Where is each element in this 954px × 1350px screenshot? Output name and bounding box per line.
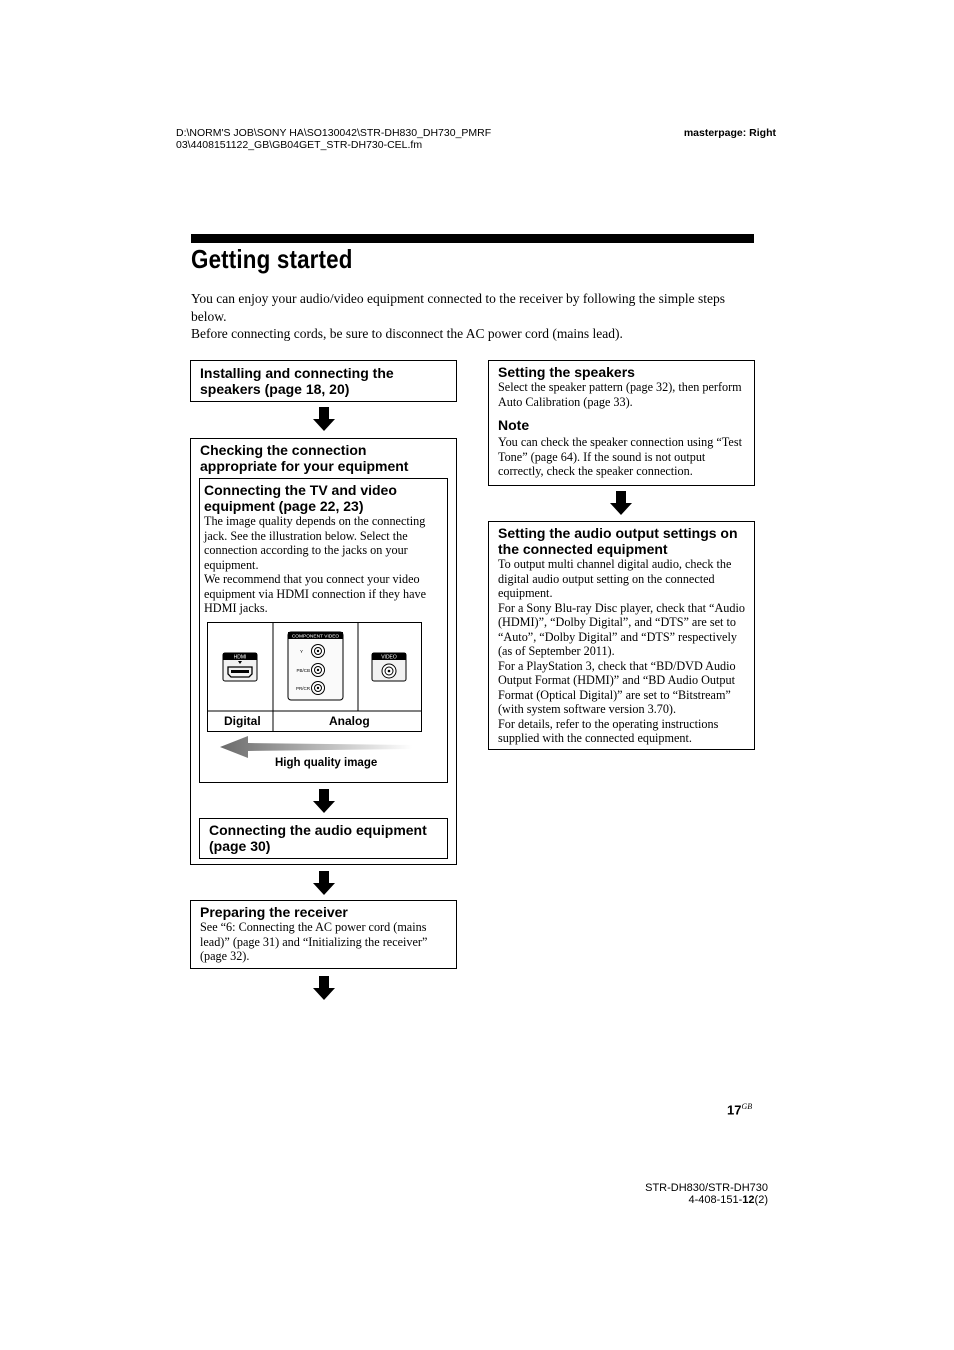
step-connect-audio — [199, 818, 448, 859]
model-info — [600, 1182, 768, 1206]
intro-text — [191, 290, 757, 343]
note-body: You can check the speaker connection using “Test Tone” (page 64). If the sound is not output correctly, check the speaker connection. — [498, 435, 742, 478]
step-prepare-receiver — [190, 900, 457, 969]
step-output-paragraph-4: For details, refer to the operating instructions supplied with the connected equipment. — [498, 716, 719, 745]
model-code-prefix: 4-408-151- — [688, 1194, 743, 1206]
model-code-bold: 12 — [742, 1194, 755, 1206]
step-output-paragraph-3: For a PlayStation 3, check that “BD/DVD Audio Output Format (HDMI)” and “BD Audio Output Format (Optical Digital)” are set to “Bitstream” (with system software version 3.70). — [498, 658, 736, 716]
step-speakers-title: Setting the speakers — [498, 364, 635, 380]
pr-label: PR/CR — [295, 686, 310, 691]
page-title: Getting started — [191, 244, 353, 274]
step-check-title: Checking the connection appropriate for your equipment — [200, 442, 409, 474]
down-arrow-icon — [313, 976, 335, 1000]
down-arrow-icon — [313, 871, 335, 895]
step-setting-speakers — [488, 360, 755, 486]
file-path-line-2: 03\4408151122_GB\GB04GET_STR-DH730-CEL.fm — [176, 139, 423, 151]
intro-paragraph-2: Before connecting cords, be sure to disconnect the AC power cord (mains lead). — [191, 326, 623, 341]
file-path-line-1: D:\NORM'S JOB\SONY HA\SO130042\STR-DH830_DH730_PMRF — [176, 127, 492, 139]
step-speakers-body: Select the speaker pattern (page 32), then perform Auto Calibration (page 33). — [498, 380, 742, 409]
high-quality-label: High quality image — [275, 757, 378, 769]
file-path-header — [176, 127, 491, 151]
analog-label: Analog — [329, 714, 370, 728]
hdmi-label: HDMI — [233, 654, 247, 661]
hdmi-jack-icon — [223, 653, 257, 681]
step-install-speakers — [190, 360, 457, 402]
down-arrow-icon — [313, 407, 335, 431]
step-output-title: Setting the audio output settings on the connected equipment — [498, 525, 738, 557]
title-rule — [191, 234, 754, 243]
step-tv-body-1: The image quality depends on the connecting jack. See the illustration below. Select the connection according to the jacks on your equipment. — [204, 514, 426, 572]
step-prepare-title: Preparing the receiver — [200, 904, 348, 920]
note-title: Note — [498, 417, 530, 433]
step-audio-title: Connecting the audio equipment (page 30) — [209, 822, 427, 854]
component-video-jack-icon — [288, 632, 343, 700]
model-code-suffix: (2) — [754, 1194, 768, 1206]
digital-label: Digital — [224, 714, 261, 728]
step-tv-body-2: We recommend that you connect your video equipment via HDMI connection if they have HDMI jacks. — [204, 572, 427, 615]
y-label: Y — [299, 649, 303, 654]
masterpage-label: masterpage: Right — [683, 127, 776, 139]
step-output-paragraph-2: For a Sony Blu-ray Disc player, check that “Audio (HDMI)”, “Dolby Digital”, and “DTS” are set to “Auto”, “Dolby Digital” and “DTS” respectively (as of September 2011). — [498, 600, 745, 658]
model-line-2 — [600, 1194, 768, 1206]
pb-label: PB/CB — [296, 668, 310, 673]
intro-paragraph-1: You can enjoy your audio/video equipment connected to the receiver by following the simple steps below. — [191, 291, 726, 324]
down-arrow-icon — [313, 789, 335, 813]
down-arrow-icon — [610, 491, 632, 515]
page-number-value: 17 — [727, 1102, 742, 1118]
page-number-suffix: GB — [741, 1102, 753, 1111]
model-line-1: STR-DH830/STR-DH730 — [645, 1182, 768, 1194]
step-prepare-body: See “6: Connecting the AC power cord (mains lead)” (page 31) and “Initializing the receiver” (page 32). — [200, 920, 428, 963]
jack-illustration — [207, 622, 422, 732]
page-number — [727, 1102, 752, 1117]
step-install-title: Installing and connecting the speakers (page 18, 20) — [200, 365, 394, 397]
step-audio-output-settings — [488, 521, 755, 750]
step-tv-title: Connecting the TV and video equipment (page 22, 23) — [204, 482, 397, 514]
video-jack-icon — [372, 653, 406, 681]
step-output-paragraph-1: To output multi channel digital audio, check the digital audio output setting on the connected equipment. — [498, 557, 732, 600]
video-label: VIDEO — [381, 654, 397, 661]
component-label: COMPONENT VIDEO — [291, 634, 340, 640]
